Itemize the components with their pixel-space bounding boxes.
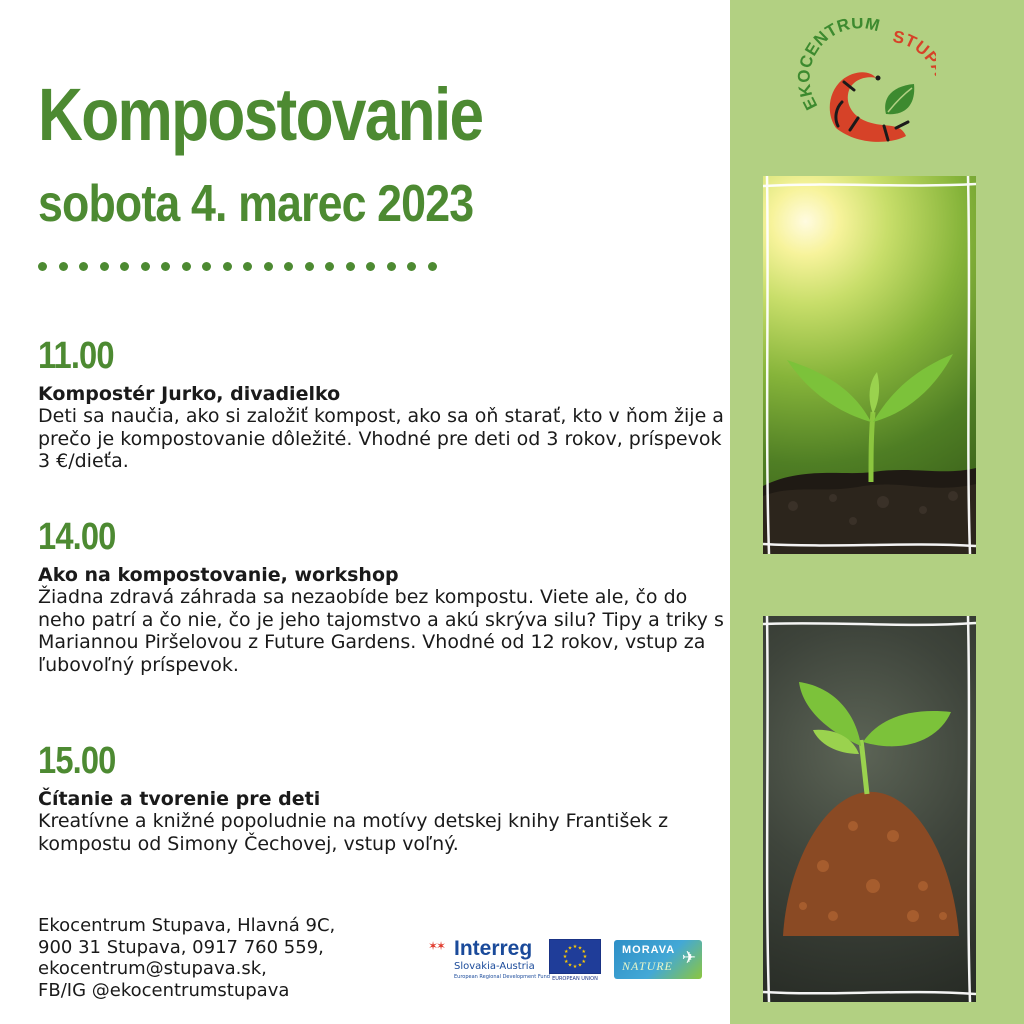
event-block-2 — [38, 518, 728, 676]
svg-text:★: ★ — [582, 954, 588, 960]
svg-text:STUPAVA: STU — [891, 26, 934, 60]
contact-email[interactable]: ekocentrum@stupava.sk, — [38, 958, 267, 979]
event-description: Deti sa naučia, ako si založiť kompost, ako sa oň starať, kto v ňom žije a prečo je kompostovanie dôležité. Vhodné pre deti od 3 rokov, príspevok 3 €/dieťa. — [38, 405, 724, 472]
seedling-photo-2 — [763, 616, 976, 1002]
morava-nature-logo: MORAVA NATURE ✈ — [614, 940, 702, 979]
interreg-logo: ✶✶ Interreg Slovakia-Austria European Regional Development Fund — [428, 937, 550, 980]
eu-stars-icon: ✶✶ — [428, 939, 445, 953]
event-name: Čítanie a tvorenie pre deti — [38, 788, 321, 810]
event-date: sobota 4. marec 2023 — [38, 175, 474, 233]
event-name: Kompostér Jurko, divadielko — [38, 383, 341, 405]
event-time: 14.00 — [38, 516, 116, 558]
contact-info — [38, 915, 335, 1001]
eu-logo: ★ ★ ★ ★ ★ ★ ★ ★ ★ ★ ★ ★ EUROPEAN UNION — [549, 939, 601, 983]
svg-text:★: ★ — [564, 959, 569, 965]
seedling-photo-1 — [763, 176, 976, 554]
svg-text:★: ★ — [581, 949, 586, 955]
event-description: Kreatívne a knižné popoludnie na motívy detskej knihy František z kompostu od Simony Čechovej, vstup voľný. — [38, 810, 669, 855]
event-block-3 — [38, 742, 728, 855]
svg-text:★: ★ — [572, 964, 578, 970]
contact-city-phone: 900 31 Stupava, 0917 760 559, — [38, 936, 324, 958]
contact-social[interactable]: FB/IG @ekocentrumstupava — [38, 979, 290, 1001]
svg-text:★: ★ — [564, 949, 569, 955]
svg-text:★: ★ — [581, 959, 586, 965]
event-time: 11.00 — [38, 335, 114, 377]
page-title: Kompostovanie — [38, 73, 483, 156]
event-description: Žiadna zdravá záhrada sa nezaobíde bez kompostu. Viete ale, čo do neho patrí a čo nie, čo je jeho tajomstvo a akú skrýva silu? Tipy a triky s Mariannou Piršelovou z Future Gardens. Vhodné od 12 rokov, vstup za ľubovoľný príspevok. — [38, 586, 724, 676]
event-name: Ako na kompostovanie, workshop — [38, 564, 399, 586]
event-block-1 — [38, 337, 728, 473]
leaf-icon — [885, 84, 914, 114]
eu-flag-icon — [549, 939, 601, 974]
dot-divider — [38, 262, 437, 271]
svg-text:★: ★ — [572, 944, 578, 950]
svg-text:★: ★ — [577, 945, 583, 952]
svg-text:★: ★ — [567, 945, 573, 952]
contact-address: Ekocentrum Stupava, Hlavná 9C, — [38, 915, 336, 936]
ekocentrum-logo — [796, 18, 936, 160]
bird-icon: ✈ — [681, 948, 696, 968]
svg-text:★: ★ — [577, 962, 583, 969]
svg-text:★: ★ — [562, 954, 568, 960]
event-time: 15.00 — [38, 740, 116, 782]
svg-text:EKOCENTRUM: EKOCENTRUM — [796, 18, 883, 113]
svg-text:★: ★ — [567, 962, 573, 969]
